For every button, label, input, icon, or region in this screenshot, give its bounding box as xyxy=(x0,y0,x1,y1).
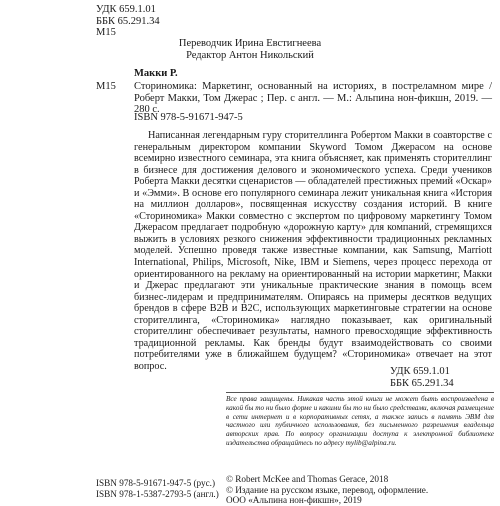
udc-code-repeat: УДК 659.1.01 xyxy=(390,366,450,377)
credits-block xyxy=(0,38,500,61)
bbk-code-repeat: ББК 65.291.34 xyxy=(390,377,454,389)
isbn-block xyxy=(96,478,219,499)
catalog-isbn: ISBN 978-5-91671-947-5 xyxy=(134,112,243,123)
copyright-block xyxy=(226,474,428,506)
bibliographic-entry: Сториномика: Маркетинг, основанный на историях, в постреламном мире / Роберт Макки, Том Джерас ; Пер. с англ. — М.: Альпина нон-фикшн, 2019. — 280 с. xyxy=(134,81,492,116)
udc-code: УДК 659.1.01 xyxy=(96,4,156,15)
isbn-russian: ISBN 978-5-91671-947-5 (рус.) xyxy=(96,478,216,488)
isbn-english: ISBN 978-1-5387-2793-5 (англ.) xyxy=(96,488,219,499)
annotation-paragraph: Написанная легендарным гуру сторителлинга Робертом Макки в соавторстве с генеральным директором компании Skyword Томом Джерасом на основе всемирно известного семинара, эта книга объясняет, как применять сторителлинг в бизнесе для достижения делового и экономического успеха. Среди учеников Роберта Макки десятки сценаристов — обладателей престижных премий «Оскар» и «Эмми». В основе его популярного семинара лежит уникальная книга «История на миллион долларов», посвященная искусству создания историй. В книге «Сториномика» Макки совместно с экспертом по цифровому маркетингу Томом Джерасом предлагает подробную «дорожную карту» для компаний, стремящихся выжить в условиях резкого снижения эффективности традиционных рекламных моделей. Успешно проведя также известные компании, как Samsung, Marriott International, Philips, Microsoft, Nike, IBM и Siemens, через процесс перехода от ориентированного на рекламу на ориентированный на истории маркетинг, Макки и Джерас предлагают эти уникальные практические знания в помощь всем бизнес-лидерам и предпринимателям. Опираясь на примеры десятков ведущих брендов в сфере B2B и B2C, использующих маркетинговые стратегии на основе сторителлинга, «Сториномика» наглядно показывает, как оригинальный сторителлинг обеспечивает результаты, намного превосходящие эффективность традиционной рекламы. Как бренды будут взаимодействовать со своими потребителями уже в ближайшем будущем? «Сториномика» отвечает на этот вопрос. xyxy=(134,130,492,372)
copyright-line-publisher: ООО «Альпина нон-фикшн», 2019 xyxy=(226,495,362,506)
copyright-line-authors: © Robert McKee and Thomas Gerace, 2018 xyxy=(226,474,389,484)
classification-block xyxy=(96,4,160,39)
classification-repeat-block xyxy=(390,366,454,389)
rights-notice: Все права защищены. Никакая часть этой книги не может быть воспроизведена в какой бы то ни было форме и какими бы то ни было средствами, включая размещение в сети интернет и в корпоративных сетях, а также запись в память ЭВМ для частного или публичного использования, без письменного разрешения владельца авторских прав. По вопросу организации доступа к электронной библиотеке издательства обращайтесь по адресу mylib@alpina.ru. xyxy=(226,392,494,472)
copyright-line-edition: © Издание на русском языке, перевод, оформление. xyxy=(226,484,429,495)
translator-credit: Переводчик Ирина Евстигнеева xyxy=(178,38,322,49)
author-heading: Макки Р. xyxy=(134,68,178,79)
cutter-mark: М15 xyxy=(96,81,116,92)
cutter-code: М15 xyxy=(96,27,116,39)
bbk-code: ББК 65.291.34 xyxy=(96,15,160,27)
editor-credit: Редактор Антон Никольский xyxy=(186,49,314,61)
